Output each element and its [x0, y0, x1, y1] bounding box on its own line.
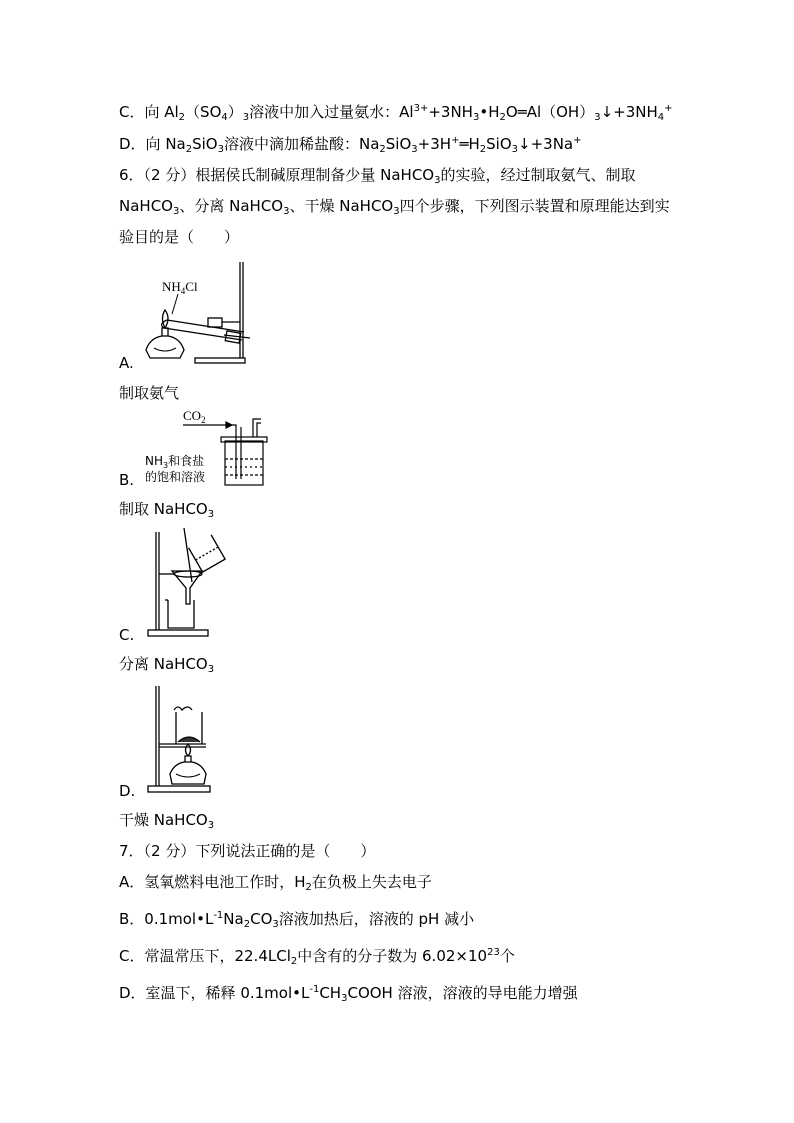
- svg-text:NH3和食盐: $NH_3$和食盐: [145, 454, 205, 470]
- q7-stem: 7．（2 分）下列说法正确的是（ ）: [119, 842, 376, 860]
- option-c-letter: C.: [119, 626, 135, 644]
- q6-stem-line-1: 6．（2 分）根据侯氏制碱原理制备少量 NaHCO$_3$的实验，经过制取氨气、制取: [119, 166, 636, 186]
- figure-c-filtration-apparatus: [144, 526, 244, 641]
- q7-option-a: A．氢氧燃料电池工作时，$H_2$在负极上失去电子: [119, 873, 432, 893]
- option-b-letter: B.: [119, 471, 135, 489]
- svg-text:的饱和溶液: 的饱和溶液: [145, 470, 206, 484]
- figure-a-heating-apparatus: [140, 258, 265, 370]
- q5-option-d: D．向 $Na_2SiO_3$溶液中滴加稀盐酸：$Na_2SiO_3+3H^+═H_2SiO_3↓+3Na^+$: [119, 135, 582, 155]
- svg-text:CO2: $CO_2$: [183, 408, 206, 425]
- option-b-caption: 制取 NaHCO$_3$: [119, 500, 215, 520]
- svg-text:NH4Cl: $NH_4Cl$: [162, 279, 198, 296]
- figure-d-drying-apparatus: [144, 682, 234, 797]
- q6-stem-line-3: 验目的是（ ）: [119, 228, 240, 246]
- option-d-letter: D.: [119, 782, 136, 800]
- figure-b-gas-washing-bottle: [143, 405, 268, 487]
- q7-option-d: D．室温下，稀释 $0.1mol•L^{-1}CH_3COOH$ 溶液，溶液的导电能力增强: [119, 984, 578, 1004]
- option-d-caption: 干燥 NaHCO$_3$: [119, 811, 215, 831]
- option-c-caption: 分离 NaHCO$_3$: [119, 655, 215, 675]
- option-a-caption: 制取氨气: [119, 384, 180, 402]
- q5-option-c: C．向 $Al_2(SO_4)_3$溶液中加入过量氨水：$Al^{3+}+3NH_3•H_2O═Al(OH)_3↓+3NH_4^+$: [119, 103, 673, 123]
- q6-stem-line-2: NaHCO$_3$、分离 NaHCO$_3$、干燥 NaHCO$_3$四个步骤，下列图示装置和原理能达到实: [119, 197, 670, 217]
- option-a-letter: A.: [119, 354, 134, 372]
- q7-option-c: C．常温常压下，22.4LCl$_2$中含有的分子数为 $6.02\times 10^{23}$个: [119, 947, 515, 967]
- q7-option-b: B．$0.1mol•L^{-1}Na_2CO_3$溶液加热后，溶液的 pH 减小: [119, 910, 475, 930]
